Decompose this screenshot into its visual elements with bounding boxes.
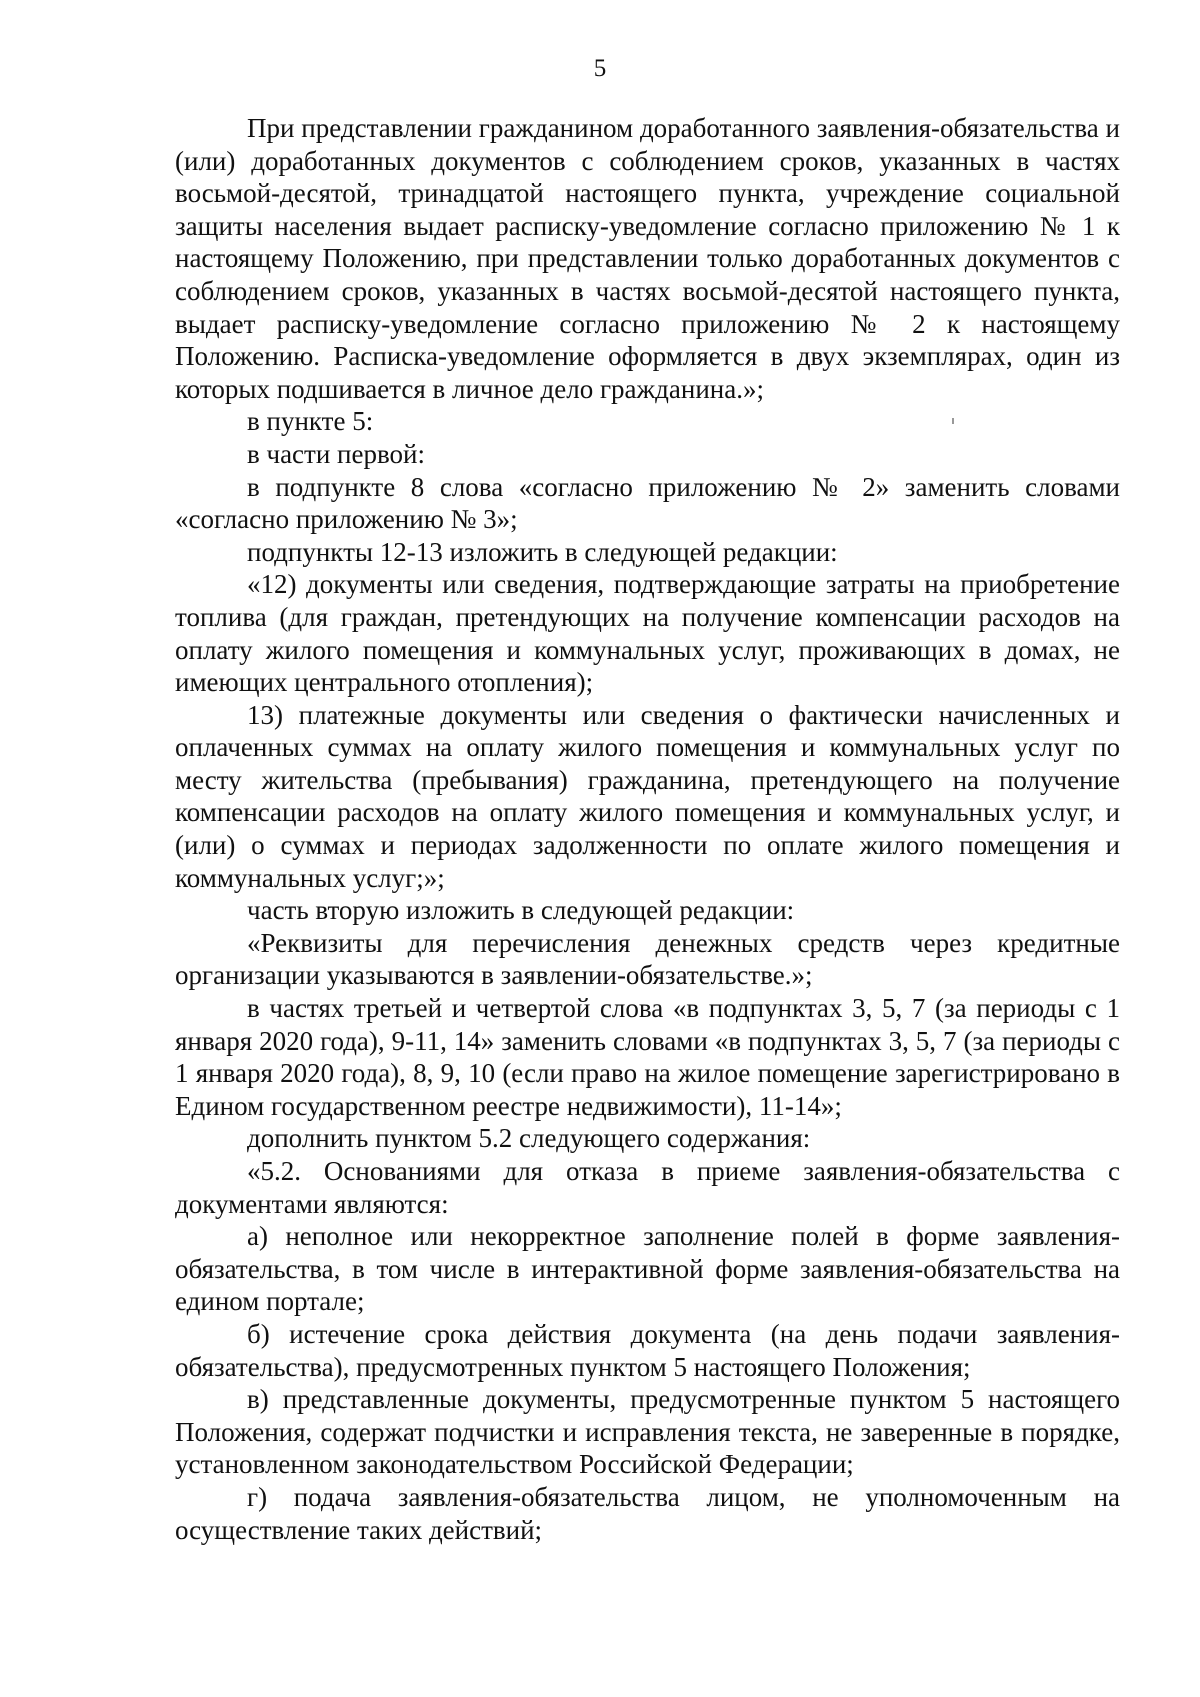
- document-body: [175, 112, 1120, 1546]
- paragraph-requisites: «Реквизиты для перечисления денежных средств через кредитные организации указываются в заявлении-обязательстве.»;: [175, 927, 1120, 991]
- page-number: 5: [593, 55, 607, 82]
- paragraph-item-g: г) подача заявления-обязательства лицом, не уполномоченным на осуществление таких действий;: [175, 1481, 1120, 1545]
- paragraph-point-5: в пункте 5:: [247, 406, 374, 437]
- paragraph-item-v: в) представленные документы, предусмотренные пунктом 5 настоящего Положения, содержат подчистки и исправления текста, не заверенные в порядке, установленном законодательством Российской Федерации;: [175, 1384, 1120, 1480]
- paragraph-item-a: а) неполное или некорректное заполнение полей в форме заявления-обязательства, в том числе в интерактивной форме заявления-обязательства на едином портале;: [175, 1221, 1120, 1317]
- paragraph-5-2-grounds: «5.2. Основаниями для отказа в приеме заявления-обязательства с документами являются:: [175, 1156, 1120, 1219]
- paragraph-item-b: б) истечение срока действия документа (на день подачи заявления-обязательства), предусмотренных пунктом 5 настоящего Положения;: [175, 1318, 1120, 1382]
- paragraph-subpoint-8: в подпункте 8 слова «согласно приложению № 2» заменить словами «согласно приложению № 3»;: [175, 471, 1120, 535]
- paragraph-receipt-notice: При представлении гражданином доработанного заявления-обязательства и (или) доработанных документов с соблюдением сроков, указанных в частях восьмой-десятой, тринадцатой настоящего пункта, учреждение социальной защиты населения выдает расписку-уведомление согласно приложению № 1 к настоящему Положению, при представлении только доработанных документов с соблюдением сроков, указанных в частях восьмой-десятой настоящего пункта, выдает расписку-уведомление согласно приложению № 2 к настоящему Положению. Расписка-уведомление оформляется в двух экземплярах, один из которых подшивается в личное дело гражданина.»;: [175, 113, 1120, 404]
- paragraph-item-13: 13) платежные документы или сведения о фактически начисленных и оплаченных суммах на оплату жилого помещения и коммунальных услуг по месту жительства (пребывания) гражданина, претендующего на получение компенсации расходов на оплату жилого помещения и коммунальных услуг, и (или) о суммах и периодах задолженности по оплате жилого помещения и коммунальных услуг;»;: [175, 699, 1120, 893]
- paragraph-add-5-2: дополнить пунктом 5.2 следующего содержания:: [247, 1123, 811, 1154]
- paragraph-part-one: в части первой:: [247, 438, 425, 469]
- paragraph-parts-three-four: в частях третьей и четвертой слова «в подпунктах 3, 5, 7 (за периоды с 1 января 2020 года), 9-11, 14» заменить словами «в подпунктах 3, 5, 7 (за периоды с 1 января 2020 года), 8, 9, 10 (если право на жилое помещение зарегистрировано в Едином государственном реестре недвижимости), 11-14»;: [175, 993, 1120, 1121]
- paragraph-part-two: часть вторую изложить в следующей редакции:: [247, 895, 795, 926]
- paragraph-subpoints-12-13: подпункты 12-13 изложить в следующей редакции:: [247, 536, 838, 567]
- paragraph-item-12: «12) документы или сведения, подтверждающие затраты на приобретение топлива (для граждан, претендующих на получение компенсации расходов на оплату жилого помещения и коммунальных услуг, проживающих в домах, не имеющих центрального отопления);: [175, 569, 1120, 698]
